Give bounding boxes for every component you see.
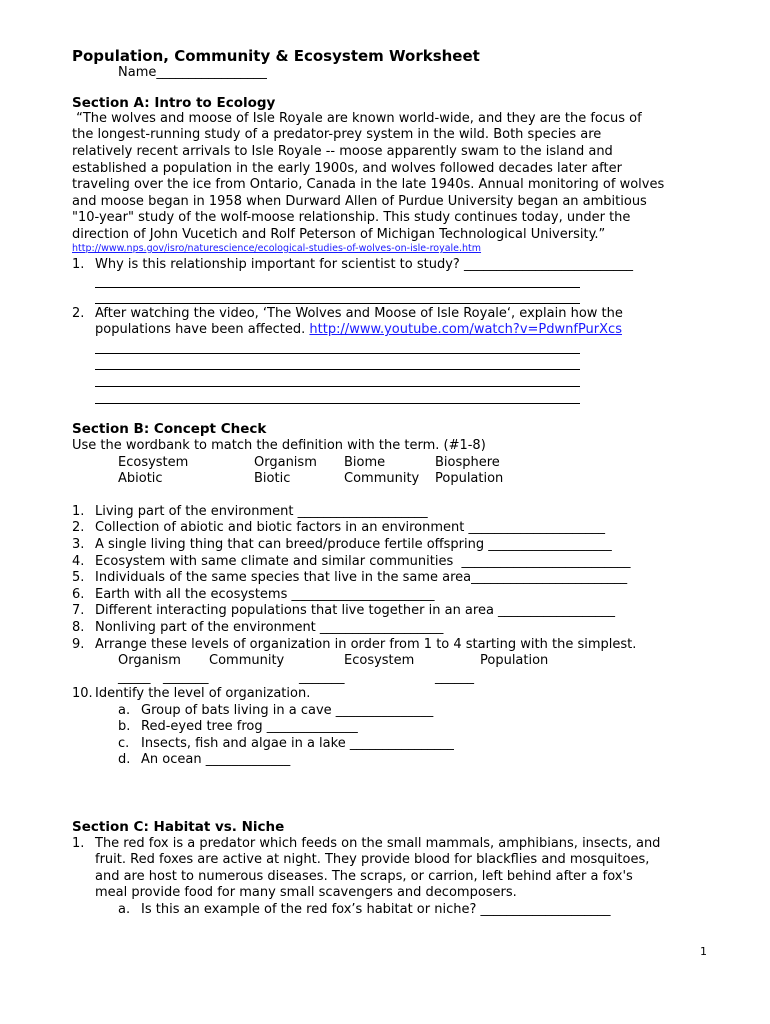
sub-label: b. xyxy=(118,719,131,734)
order-term: Organism xyxy=(118,653,181,668)
item-number: 9. xyxy=(72,637,85,652)
section-c-heading: Section C: Habitat vs. Niche xyxy=(72,819,285,835)
page-number: 1 xyxy=(700,945,707,958)
paragraph-line: direction of John Vucetich and Rolf Peterson of Michigan Technological University.” xyxy=(72,227,606,242)
order-blank[interactable]: ______ xyxy=(435,670,474,685)
order-blank[interactable]: _______ xyxy=(163,670,209,685)
sub-label: a. xyxy=(118,902,131,917)
item-number: 4. xyxy=(72,554,85,569)
wordbank-term: Organism xyxy=(254,455,317,470)
wordbank-term: Ecosystem xyxy=(118,455,189,470)
source-link[interactable]: http://www.nps.gov/isro/naturescience/ecological-studies-of-wolves-on-isle-royale.htm xyxy=(72,243,482,254)
name-field[interactable]: Name_________________ xyxy=(118,65,267,80)
definition-item[interactable]: Earth with all the ecosystems ______________________ xyxy=(95,587,435,602)
question-number: 1. xyxy=(72,257,85,272)
answer-line[interactable] xyxy=(95,353,580,354)
definition-item[interactable]: Individuals of the same species that live in the same area________________________ xyxy=(95,570,628,585)
item-number: 6. xyxy=(72,587,85,602)
sub-item[interactable]: Is this an example of the red fox’s habitat or niche? ____________________ xyxy=(141,902,611,917)
answer-line[interactable] xyxy=(95,287,580,288)
worksheet-title: Population, Community & Ecosystem Worksheet xyxy=(72,47,480,65)
definition-item[interactable]: Collection of abiotic and biotic factors in an environment _____________________ xyxy=(95,520,606,535)
order-term: Community xyxy=(209,653,285,668)
sub-item[interactable]: Red-eyed tree frog ______________ xyxy=(141,719,358,734)
paragraph-line: The red fox is a predator which feeds on the small mammals, amphibians, insects, and xyxy=(95,836,661,851)
answer-line[interactable] xyxy=(95,369,580,370)
sub-label: a. xyxy=(118,703,131,718)
question-2-text: After watching the video, ‘The Wolves and Moose of Isle Royale‘, explain how the xyxy=(95,306,623,321)
order-term: Ecosystem xyxy=(344,653,415,668)
video-link[interactable]: http://www.youtube.com/watch?v=PdwnfPurXcs xyxy=(309,322,622,337)
wordbank-term: Abiotic xyxy=(118,471,163,486)
wordbank-term: Biosphere xyxy=(435,455,500,470)
definition-item[interactable]: Ecosystem with same climate and similar communities __________________________ xyxy=(95,554,631,569)
order-blank[interactable]: _______ xyxy=(299,670,345,685)
item-number: 5. xyxy=(72,570,85,585)
question-1-text: Why is this relationship important for scientist to study? __________________________ xyxy=(95,257,633,272)
paragraph-line: established a population in the early 1900s, and wolves followed decades later after xyxy=(72,161,622,176)
sub-label: c. xyxy=(118,736,130,751)
question-2-text-cont xyxy=(95,322,622,338)
sub-item[interactable]: Insects, fish and algae in a lake ________________ xyxy=(141,736,454,751)
definition-item[interactable]: Living part of the environment ____________________ xyxy=(95,504,428,519)
answer-line[interactable] xyxy=(95,403,580,404)
definition-item: Arrange these levels of organization in order from 1 to 4 starting with the simplest. xyxy=(95,637,637,652)
definition-item[interactable]: Different interacting populations that live together in an area __________________ xyxy=(95,603,616,618)
answer-line[interactable] xyxy=(95,303,580,304)
wordbank-term: Population xyxy=(435,471,504,486)
question-2-text-part: populations have been affected. xyxy=(95,322,310,337)
paragraph-line: “The wolves and moose of Isle Royale are known world-wide, and they are the focus of xyxy=(72,111,642,126)
section-b-heading: Section B: Concept Check xyxy=(72,421,267,437)
paragraph-line: and moose began in 1958 when Durward Allen of Purdue University began an ambitious xyxy=(72,194,647,209)
wordbank-term: Biome xyxy=(344,455,386,470)
paragraph-line: the longest-running study of a predator-prey system in the wild. Both species are xyxy=(72,127,602,142)
sub-item[interactable]: An ocean _____________ xyxy=(141,752,291,767)
item-number: 3. xyxy=(72,537,85,552)
section-b-instruction: Use the wordbank to match the definition with the term. (#1-8) xyxy=(72,438,486,453)
definition-item[interactable]: Nonliving part of the environment ___________________ xyxy=(95,620,444,635)
order-term: Population xyxy=(480,653,549,668)
item-number: 7. xyxy=(72,603,85,618)
sub-item[interactable]: Group of bats living in a cave _______________ xyxy=(141,703,434,718)
paragraph-line: relatively recent arrivals to Isle Royale -- moose apparently swam to the island and xyxy=(72,144,613,159)
item-number: 8. xyxy=(72,620,85,635)
question-10-text: Identify the level of organization. xyxy=(95,686,311,701)
paragraph-line: "10-year" study of the wolf-moose relationship. This study continues today, under the xyxy=(72,210,631,225)
question-number: 2. xyxy=(72,306,85,321)
definition-item[interactable]: A single living thing that can breed/produce fertile offspring ___________________ xyxy=(95,537,612,552)
item-number: 10. xyxy=(72,686,93,701)
item-number: 1. xyxy=(72,504,85,519)
wordbank-term: Biotic xyxy=(254,471,291,486)
paragraph-line: traveling over the ice from Ontario, Canada in the late 1940s. Annual monitoring of wolves xyxy=(72,177,665,192)
answer-line[interactable] xyxy=(95,386,580,387)
order-blank[interactable]: _____ xyxy=(118,670,151,685)
paragraph-line: fruit. Red foxes are active at night. They provide blood for blackflies and mosquitoes, xyxy=(95,852,650,867)
item-number: 1. xyxy=(72,836,85,851)
paragraph-line: and are host to numerous diseases. The scraps, or carrion, left behind after a fox's xyxy=(95,869,633,884)
paragraph-line: meal provide food for many small scavengers and decomposers. xyxy=(95,885,517,900)
wordbank-term: Community xyxy=(344,471,420,486)
section-a-heading: Section A: Intro to Ecology xyxy=(72,95,276,111)
sub-label: d. xyxy=(118,752,131,767)
item-number: 2. xyxy=(72,520,85,535)
